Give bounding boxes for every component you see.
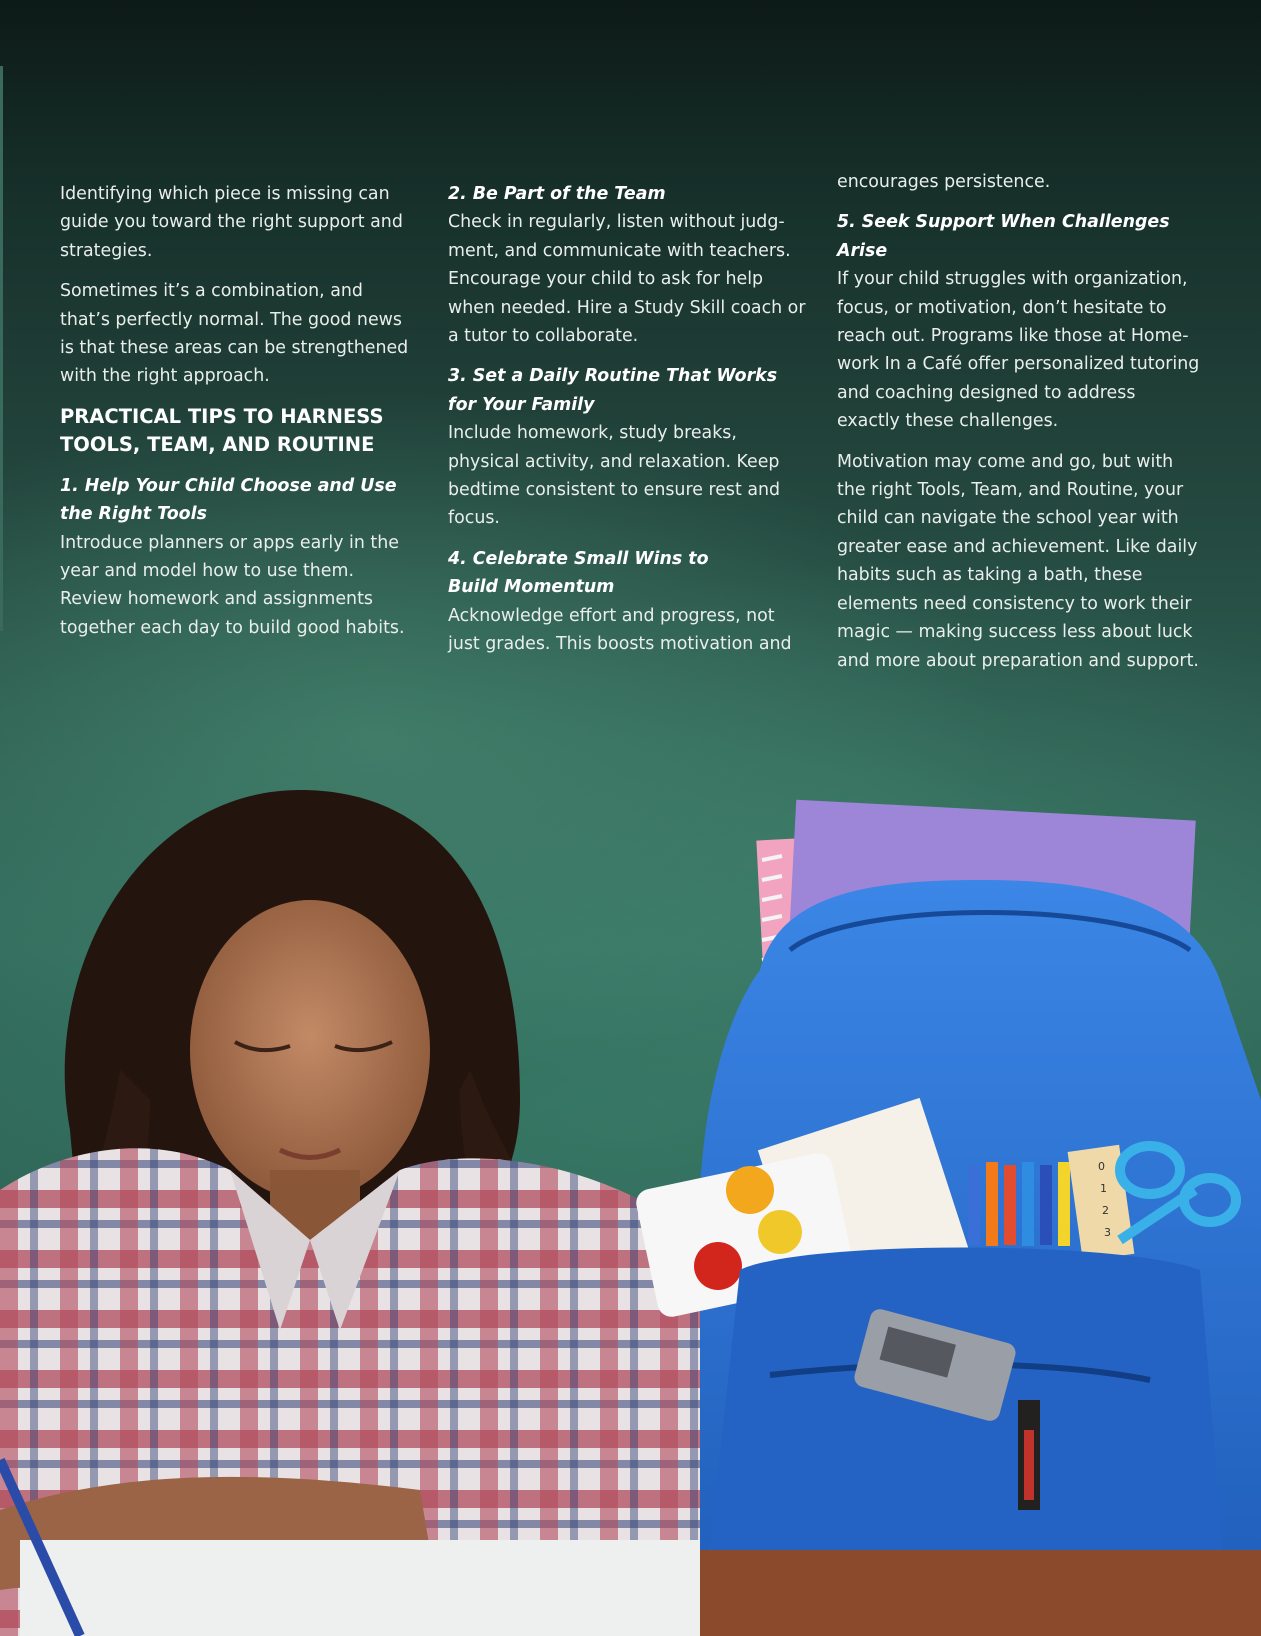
tip-4-title-line-1: 4. Celebrate Small Wins to xyxy=(448,548,709,569)
intro-paragraph-1: Identifying which piece is missing can guide you toward the right support and strategies. xyxy=(60,184,403,261)
ruler-digit-2: 2 xyxy=(1102,1204,1109,1217)
tip-5-body: If your child struggles with organization, focus, or motivation, don’t hesitate to reach out. Programs like those at Homework In a Café offer personalized tutoring and coaching designed to address exactly these challenges. xyxy=(837,269,1200,432)
intro-paragraph-2: Sometimes it’s a combination, and that’s perfectly normal. The good news is that these areas can be strengthened with the right approach. xyxy=(60,281,409,387)
tip-4-body: Acknowledge effort and progress, not just grades. This boosts motivation and xyxy=(448,605,792,655)
continued-text: encourages persistence. xyxy=(837,172,1051,192)
ruler-digit-0: 0 xyxy=(1098,1160,1105,1173)
tip-2-body: Check in regularly, listen without judgment, and communicate with teachers. Encourage your child to ask for help when needed. Hire a Study Skill coach or a tutor to collaborate. xyxy=(448,212,806,347)
text-column-3 xyxy=(837,168,1201,687)
tip-3 xyxy=(448,362,810,532)
closing-paragraph: Motivation may come and go, but with the right Tools, Team, and Routine, your child can navigate the school year with greater ease and achievement. Like daily habits such as taking a bath, these elements need consistency to work their magic — making success less about luck and more about preparation and support. xyxy=(837,451,1199,671)
student-backpack-photo xyxy=(0,770,1261,1636)
tip-5 xyxy=(837,208,1201,435)
section-heading-line-2: TOOLS, TEAM, AND ROUTINE xyxy=(60,433,375,457)
tip-1 xyxy=(60,472,410,642)
girl-figure xyxy=(0,790,720,1636)
backpack xyxy=(634,800,1261,1636)
tip-4 xyxy=(448,545,810,659)
tip-3-body: Include homework, study breaks, physical activity, and relaxation. Keep bedtime consistent to ensure rest and focus. xyxy=(448,423,781,529)
ruler-digit-1: 1 xyxy=(1100,1182,1107,1195)
tip-1-title: 1. Help Your Child Choose and Use the Right Tools xyxy=(60,475,397,525)
tip-2-title: 2. Be Part of the Team xyxy=(448,184,666,204)
text-column-1 xyxy=(60,180,410,654)
ruler-digit-3: 3 xyxy=(1104,1226,1111,1239)
worksheet xyxy=(20,1540,720,1636)
section-heading xyxy=(60,403,410,460)
page-edge-rule xyxy=(0,66,3,631)
tip-4-title-line-2: Build Momentum xyxy=(448,577,615,598)
tip-3-title: 3. Set a Daily Routine That Works for Your Family xyxy=(448,366,778,415)
section-heading-line-1: PRACTICAL TIPS TO HARNESS xyxy=(60,404,384,428)
tip-5-title: 5. Seek Support When Challenges Arise xyxy=(837,212,1170,261)
tip-2 xyxy=(448,180,810,350)
tip-1-body: Introduce planners or apps early in the year and model how to use them. Review homework and assignments together each day to build good habits. xyxy=(60,532,405,638)
text-column-2 xyxy=(448,180,810,671)
